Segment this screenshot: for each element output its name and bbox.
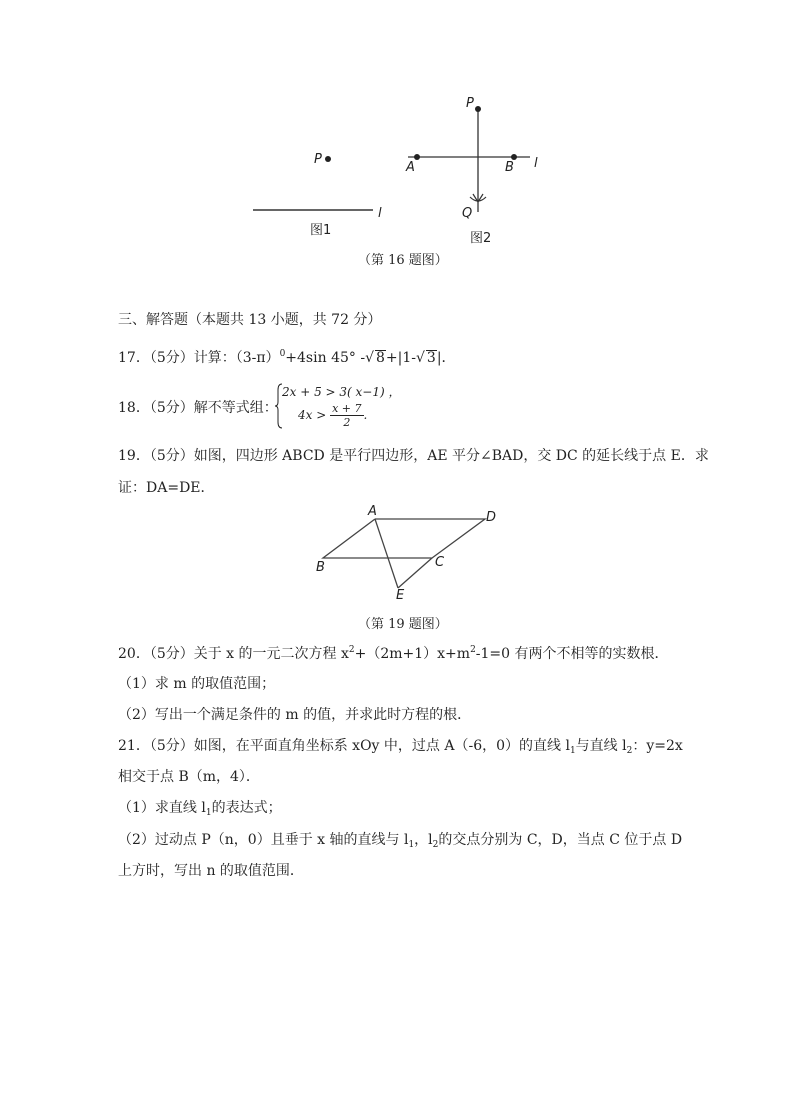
question-19-line2: 证：DA=DE． — [118, 480, 215, 496]
figure16-caption: （第 16 题图） — [358, 253, 448, 268]
question-21-line2: 相交于点 B（m，4）． — [118, 769, 260, 785]
fig2-label-a: A — [406, 160, 415, 175]
figure-19 — [310, 505, 510, 605]
question-21-line1: 21．（5分）如图，在平面直角坐标系 xOy 中，过点 A（-6，0）的直线 $l_1$与直线 $l_2$：y=2x — [118, 738, 683, 756]
inequality-2: 4x > $\frac{x + 7}{2}$ . — [298, 402, 368, 429]
question-19-line1: 19．（5分）如图，四边形 ABCD 是平行四边形，AE 平分∠BAD，交 DC 的延长线于点 E．求 — [118, 448, 709, 464]
question-20: 20．（5分）关于 x 的一元二次方程 $x^2+(2m+1)x+m^2-1=0$ 有两个不相等的实数根． — [118, 645, 669, 662]
question-21-part1: （1）求直线 $l_1$的表达式； — [118, 800, 282, 818]
fig1-caption: 图1 — [310, 223, 332, 238]
fig2-label-q: Q — [462, 206, 473, 221]
segment-ae — [375, 519, 398, 588]
fig2-label-b: B — [505, 160, 514, 175]
parallelogram-abcd — [323, 519, 485, 558]
fig19-label-b: B — [316, 560, 325, 575]
fig2-point-p — [475, 106, 481, 112]
question-20-part2: （2）写出一个满足条件的 m 的值，并求此时方程的根． — [118, 707, 472, 723]
fig19-label-d: D — [486, 510, 497, 525]
question-18: 18．（5分）解不等式组： — [118, 400, 278, 416]
fig19-label-c: C — [435, 555, 445, 570]
inequality-1: 2x + 5 > 3( x−1) ， — [282, 385, 401, 399]
fig1-label-p: P — [314, 152, 322, 167]
question-20-part1: （1）求 m 的取值范围； — [118, 676, 276, 692]
question-21-part2-cont: 上方时，写出 n 的取值范围． — [118, 863, 304, 879]
fig2-caption: 图2 — [470, 231, 492, 246]
question-17: 17．（5分）计算：$(3-\pi)^0+4\sin$ 45° -√ 8+|1-√ 3|． — [118, 349, 456, 366]
section-title: 三、解答题（本题共 13 小题，共 72 分） — [118, 312, 382, 328]
question-21-part2: （2）过动点 P（n，0）且垂于 x 轴的直线与 $l_1$，$l_2$的交点分别为 C，D，当点 C 位于点 D — [118, 832, 683, 850]
inequality-system — [282, 384, 401, 429]
fig19-label-a: A — [368, 504, 377, 519]
fig19-label-e: E — [396, 588, 405, 603]
fig2-label-l: l — [534, 156, 538, 171]
fig2-label-p: P — [466, 96, 474, 111]
segment-ce — [398, 558, 432, 588]
figure19-caption: （第 19 题图） — [358, 617, 448, 632]
fig1-point-p — [325, 156, 331, 162]
fig1-label-l: l — [378, 206, 382, 221]
